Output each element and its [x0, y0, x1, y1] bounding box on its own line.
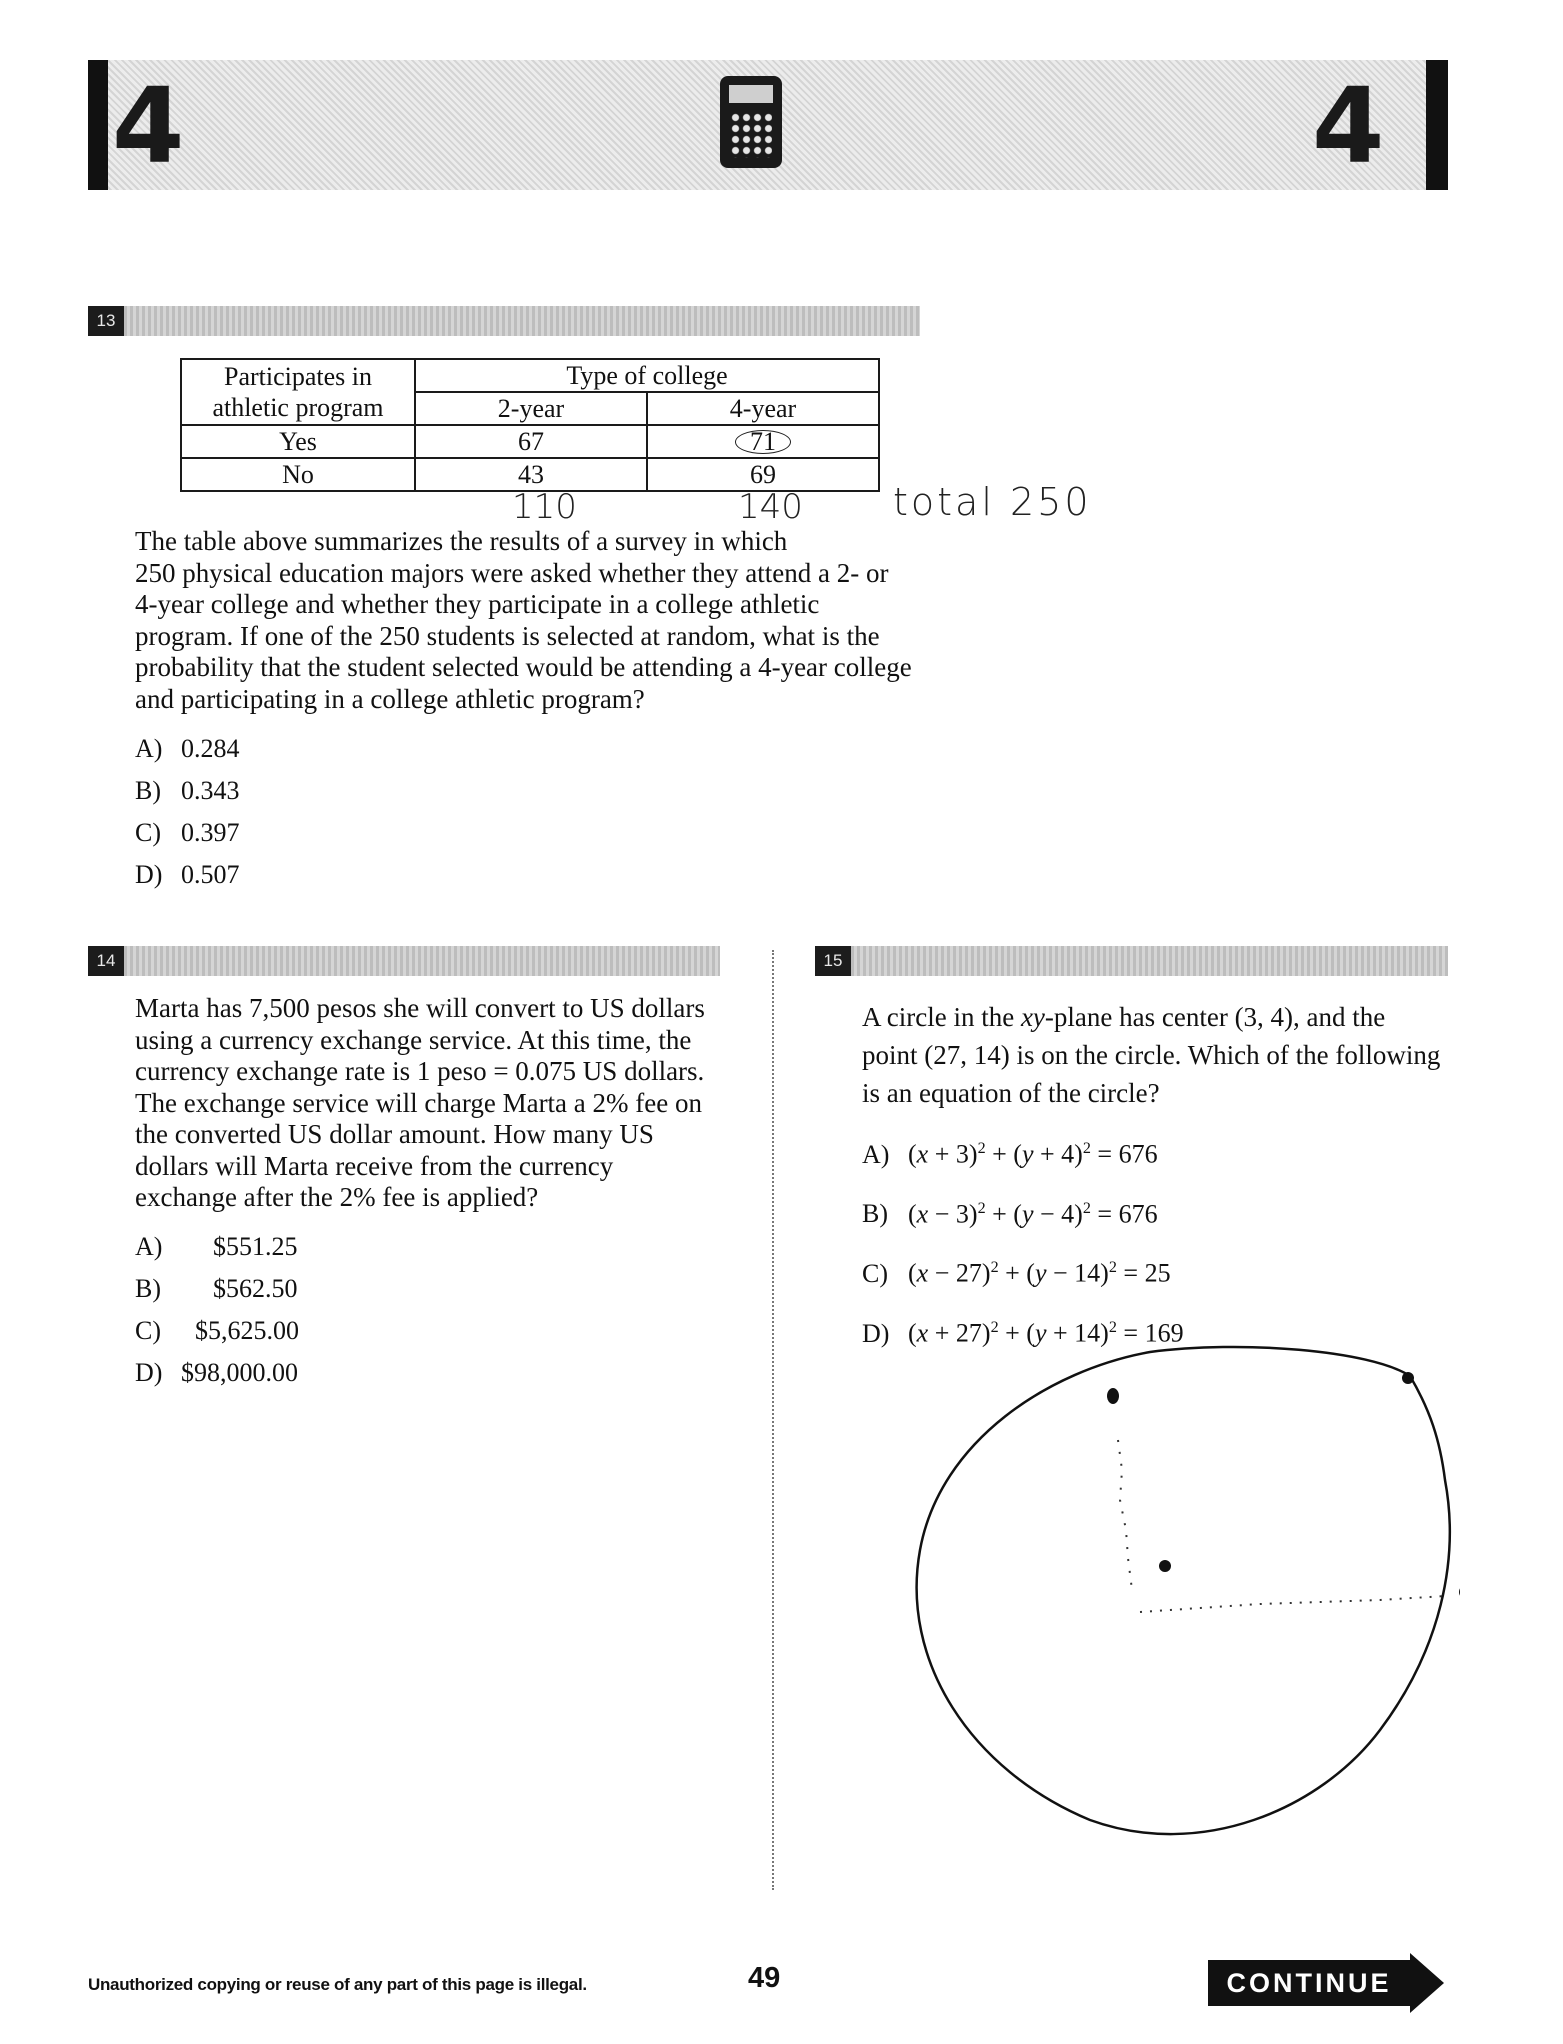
copyright-notice: Unauthorized copying or reuse of any part of this page is illegal. [88, 1975, 587, 1994]
choice-a[interactable]: A) 0.284 [135, 734, 240, 763]
question-14-number: 14 [88, 946, 124, 976]
choice-d[interactable]: D) $(x + 27)^2 + (y + 14)^2 = 169$ [862, 1318, 1184, 1348]
choice-d[interactable]: D) 0.507 [135, 860, 240, 889]
question-13-choices [135, 734, 240, 890]
choice-b[interactable]: B) $(x - 3)^2 + (y - 4)^2 = 676$ [862, 1199, 1158, 1229]
cell-yes-4-year [647, 425, 879, 458]
choice-c[interactable]: C) $(x - 27)^2 + (y - 14)^2 = 25$ [862, 1258, 1171, 1288]
question-13-stem: The table above summarizes the results of a survey in which 250 physical education majors were asked whether they attend a 2- or 4-year college and whether they participate in a college athletic program. If one of the 250 students is selected at random, what is the probability that the student selected would be attending a 4-year college and participating in a college athletic program? [135, 526, 912, 714]
choice-b[interactable]: B) 0.343 [135, 776, 240, 805]
question-13-header [88, 306, 920, 336]
row-label-yes: Yes [181, 425, 415, 458]
row-header-cell: Participates in athletic program [181, 359, 415, 425]
section-number-right: 4 [1312, 65, 1385, 187]
row-label-no: No [181, 458, 415, 491]
col-header-2-year: 2-year [415, 392, 647, 425]
choice-a[interactable]: A) $(x + 3)^2 + (y + 4)^2 = 676$ [862, 1139, 1158, 1169]
question-14-stem: Marta has 7,500 pesos she will convert to US dollars using a currency exchange service. At this time, the currency exchange rate is 1 peso = 0.075 US dollars. The exchange service will charge Marta a 2% fee on the converted US dollar amount. How many US dollars will Marta receive from the currency exchange after the 2% fee is applied? [135, 993, 705, 1212]
column-divider [772, 950, 774, 1890]
question-15-choices [862, 1134, 1184, 1349]
question-13-number: 13 [88, 306, 124, 336]
survey-table [180, 358, 880, 492]
sketch-dashed-horizontal [1140, 1596, 1445, 1612]
choice-c[interactable]: C) 0.397 [135, 818, 240, 847]
header-bar-left [88, 60, 108, 190]
handwritten-total-4-year: 140 [738, 487, 803, 527]
handwritten-grand-total: total 250 [893, 480, 1092, 524]
choice-a[interactable]: A) $551.25 [135, 1232, 298, 1261]
question-14-choices [135, 1232, 299, 1388]
section-number-left: 4 [112, 65, 185, 187]
question-14-header [88, 946, 720, 976]
column-group-header: Type of college [415, 359, 879, 392]
question-15-header [815, 946, 1448, 976]
col-header-4-year: 4-year [647, 392, 879, 425]
sketch-point-upper-right [1402, 1372, 1414, 1384]
cell-no-2-year: 43 [415, 458, 647, 491]
page-number: 49 [748, 1962, 781, 1994]
choice-b[interactable]: B) $562.50 [135, 1274, 298, 1303]
sketch-point-right [1459, 1585, 1460, 1599]
hand-drawn-circle-sketch [900, 1330, 1460, 1860]
calculator-icon [720, 76, 782, 168]
sketch-dashed-vertical [1118, 1440, 1132, 1590]
question-15-stem: A circle in the xy-plane has center (3, 4), and the point (27, 14) is on the circle. Which of the following is an equation of the circle? [862, 1002, 1441, 1108]
continue-button[interactable]: CONTINUE [1208, 1960, 1410, 2006]
sketch-point-center [1159, 1560, 1171, 1572]
choice-d[interactable]: D) $98,000.00 [135, 1358, 298, 1387]
circled-value: 71 [735, 430, 791, 454]
question-15-number: 15 [815, 946, 851, 976]
handwritten-total-2-year: 110 [512, 487, 577, 527]
choice-c[interactable]: C) $5,625.00 [135, 1316, 299, 1345]
cell-no-4-year: 69 [647, 458, 879, 491]
continue-arrow-icon [1410, 1953, 1444, 2013]
header-bar-right [1426, 60, 1448, 190]
sketch-point-top [1107, 1388, 1119, 1404]
cell-yes-2-year: 67 [415, 425, 647, 458]
circle-stroke [917, 1347, 1450, 1834]
